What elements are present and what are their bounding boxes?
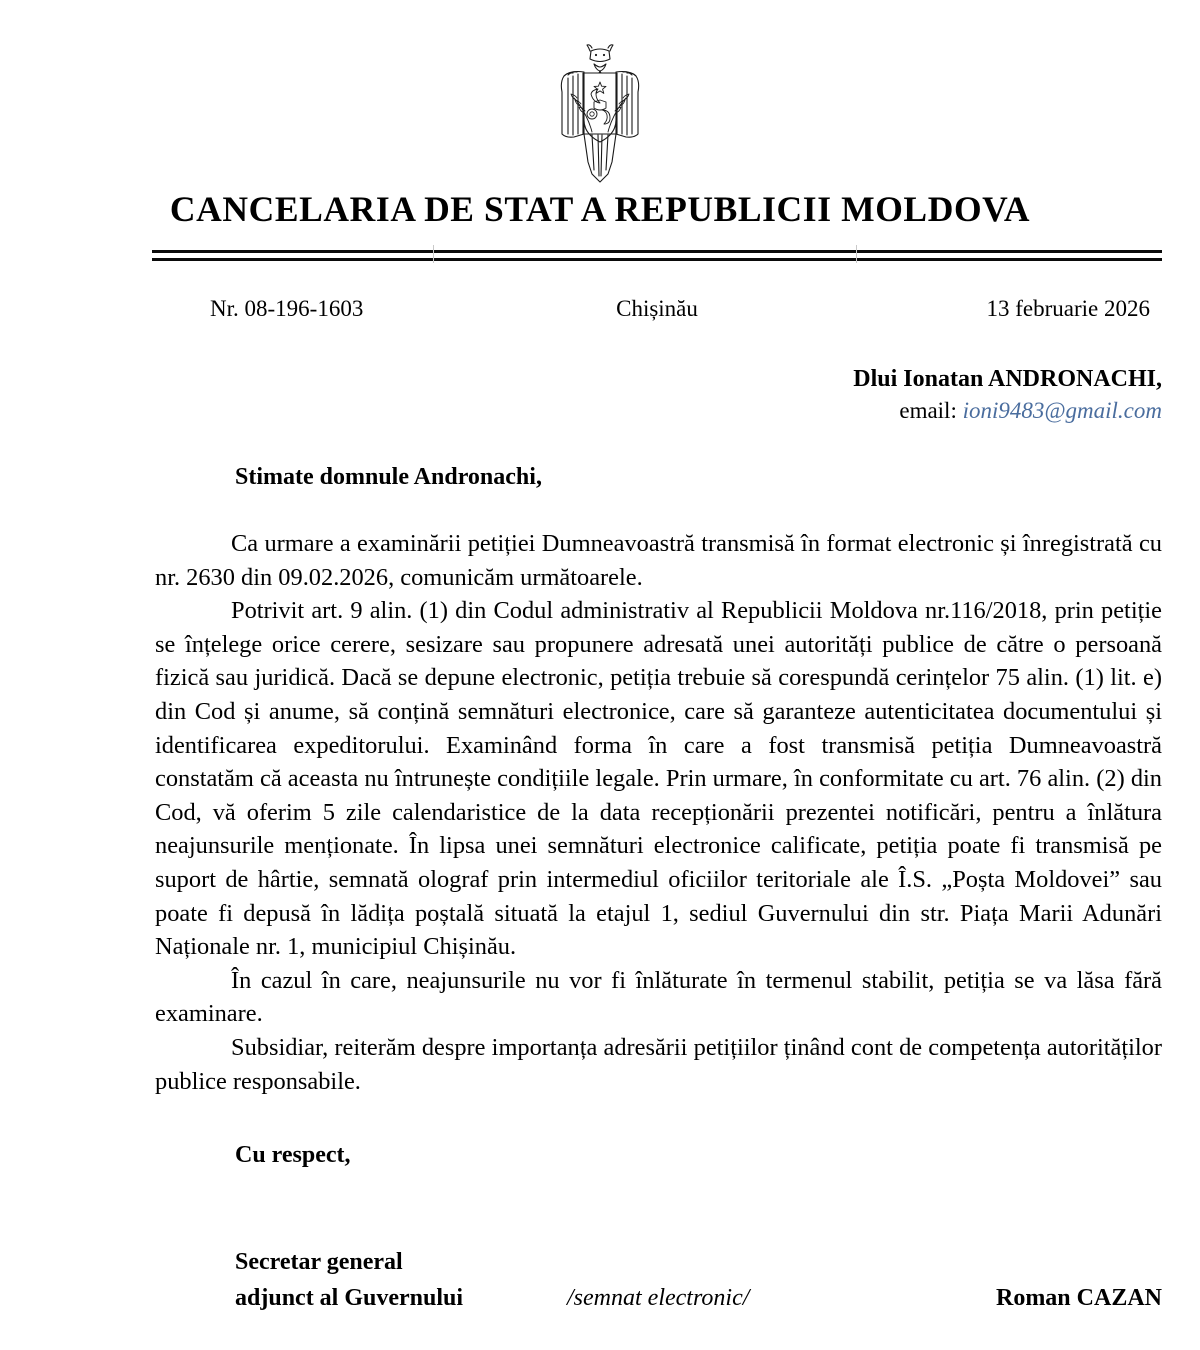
- reference-city: Chișinău: [616, 296, 698, 321]
- reference-number: Nr. 08-196-1603: [210, 296, 364, 321]
- email-label: email:: [899, 398, 957, 423]
- signer-title-line1: Secretar general: [235, 1249, 403, 1275]
- body-paragraph: Subsidiar, reiterăm despre importanța adresării petițiilor ținând cont de competența autorităților publice responsabile.: [155, 1033, 1162, 1095]
- salutation: Stimate domnule Andronachi,: [235, 464, 542, 490]
- closing-phrase: Cu respect,: [235, 1142, 351, 1168]
- divider-tick-mark: [856, 245, 857, 263]
- body-paragraph: Potrivit art. 9 alin. (1) din Codul administrativ al Republicii Moldova nr.116/2018, prin petiție se înțelege orice cerere, sesizare sau propunere adresată unei autorități publice de către o persoană fizică sau juridică. Dacă se depune electronic, petiția trebuie să corespundă cerințelor 75 alin. (1) lit. e) din Cod și anume, să conțină semnături electronice, care să garanteze autenticitatea documentului și identificarea expeditorului. Examinând forma în care a fost transmisă petiția Dumneavoastră constatăm că aceasta nu întrunește condițiile legale. Prin urmare, în conformitate cu art. 76 alin. (2) din Cod, vă oferim 5 zile calendaristice de la data recepționării prezentei notificări, pentru a înlătura neajunsurile menționate. În lipsa unei semnături electronice calificate, petiția poate fi transmisă pe suport de hârtie, semnată olograf prin intermediul oficiilor teritoriale ale Î.S. „Poșta Moldovei” sau poate fi depusă în lădița poștală situată la etajul 1, sediul Guvernului din str. Piața Marii Adunări Naționale nr. 1, municipiul Chișinău.: [155, 597, 1162, 961]
- signer-title-line2: adjunct al Guvernului: [235, 1285, 464, 1311]
- signature-block: [235, 1244, 1162, 1324]
- addressee-email-line: [152, 395, 1162, 427]
- addressee-name: Dlui Ionatan ANDRONACHI,: [853, 366, 1162, 392]
- letter-body: [155, 527, 1162, 1098]
- electronic-signature-mark: /semnat electronic/: [567, 1285, 750, 1311]
- header-divider: [152, 250, 1162, 262]
- addressee-email-link[interactable]: ioni9483@gmail.com: [962, 398, 1162, 423]
- moldova-coat-of-arms-icon: [540, 42, 660, 184]
- divider-line-top: [152, 250, 1162, 253]
- emblem-container: [0, 42, 1200, 184]
- signer-name: Roman CAZAN: [995, 1285, 1162, 1311]
- signer-title: [235, 1244, 463, 1316]
- body-paragraph: În cazul în care, neajunsurile nu vor fi înlăturate în termenul stabilit, petiția se va lăsa fără examinare.: [155, 966, 1162, 1028]
- body-paragraph: Ca urmare a examinării petiției Dumneavoastră transmisă în format electronic și înregistrată cu nr. 2630 din 09.02.2026, comunicăm următoarele.: [155, 530, 1162, 591]
- organization-title: CANCELARIA DE STAT A REPUBLICII MOLDOVA: [169, 189, 1031, 229]
- divider-line-bottom: [152, 258, 1162, 261]
- addressee-block: [152, 363, 1162, 427]
- reference-row: [152, 294, 1162, 324]
- reference-date: 13 februarie 2026: [986, 296, 1150, 321]
- divider-tick-mark: [433, 245, 434, 263]
